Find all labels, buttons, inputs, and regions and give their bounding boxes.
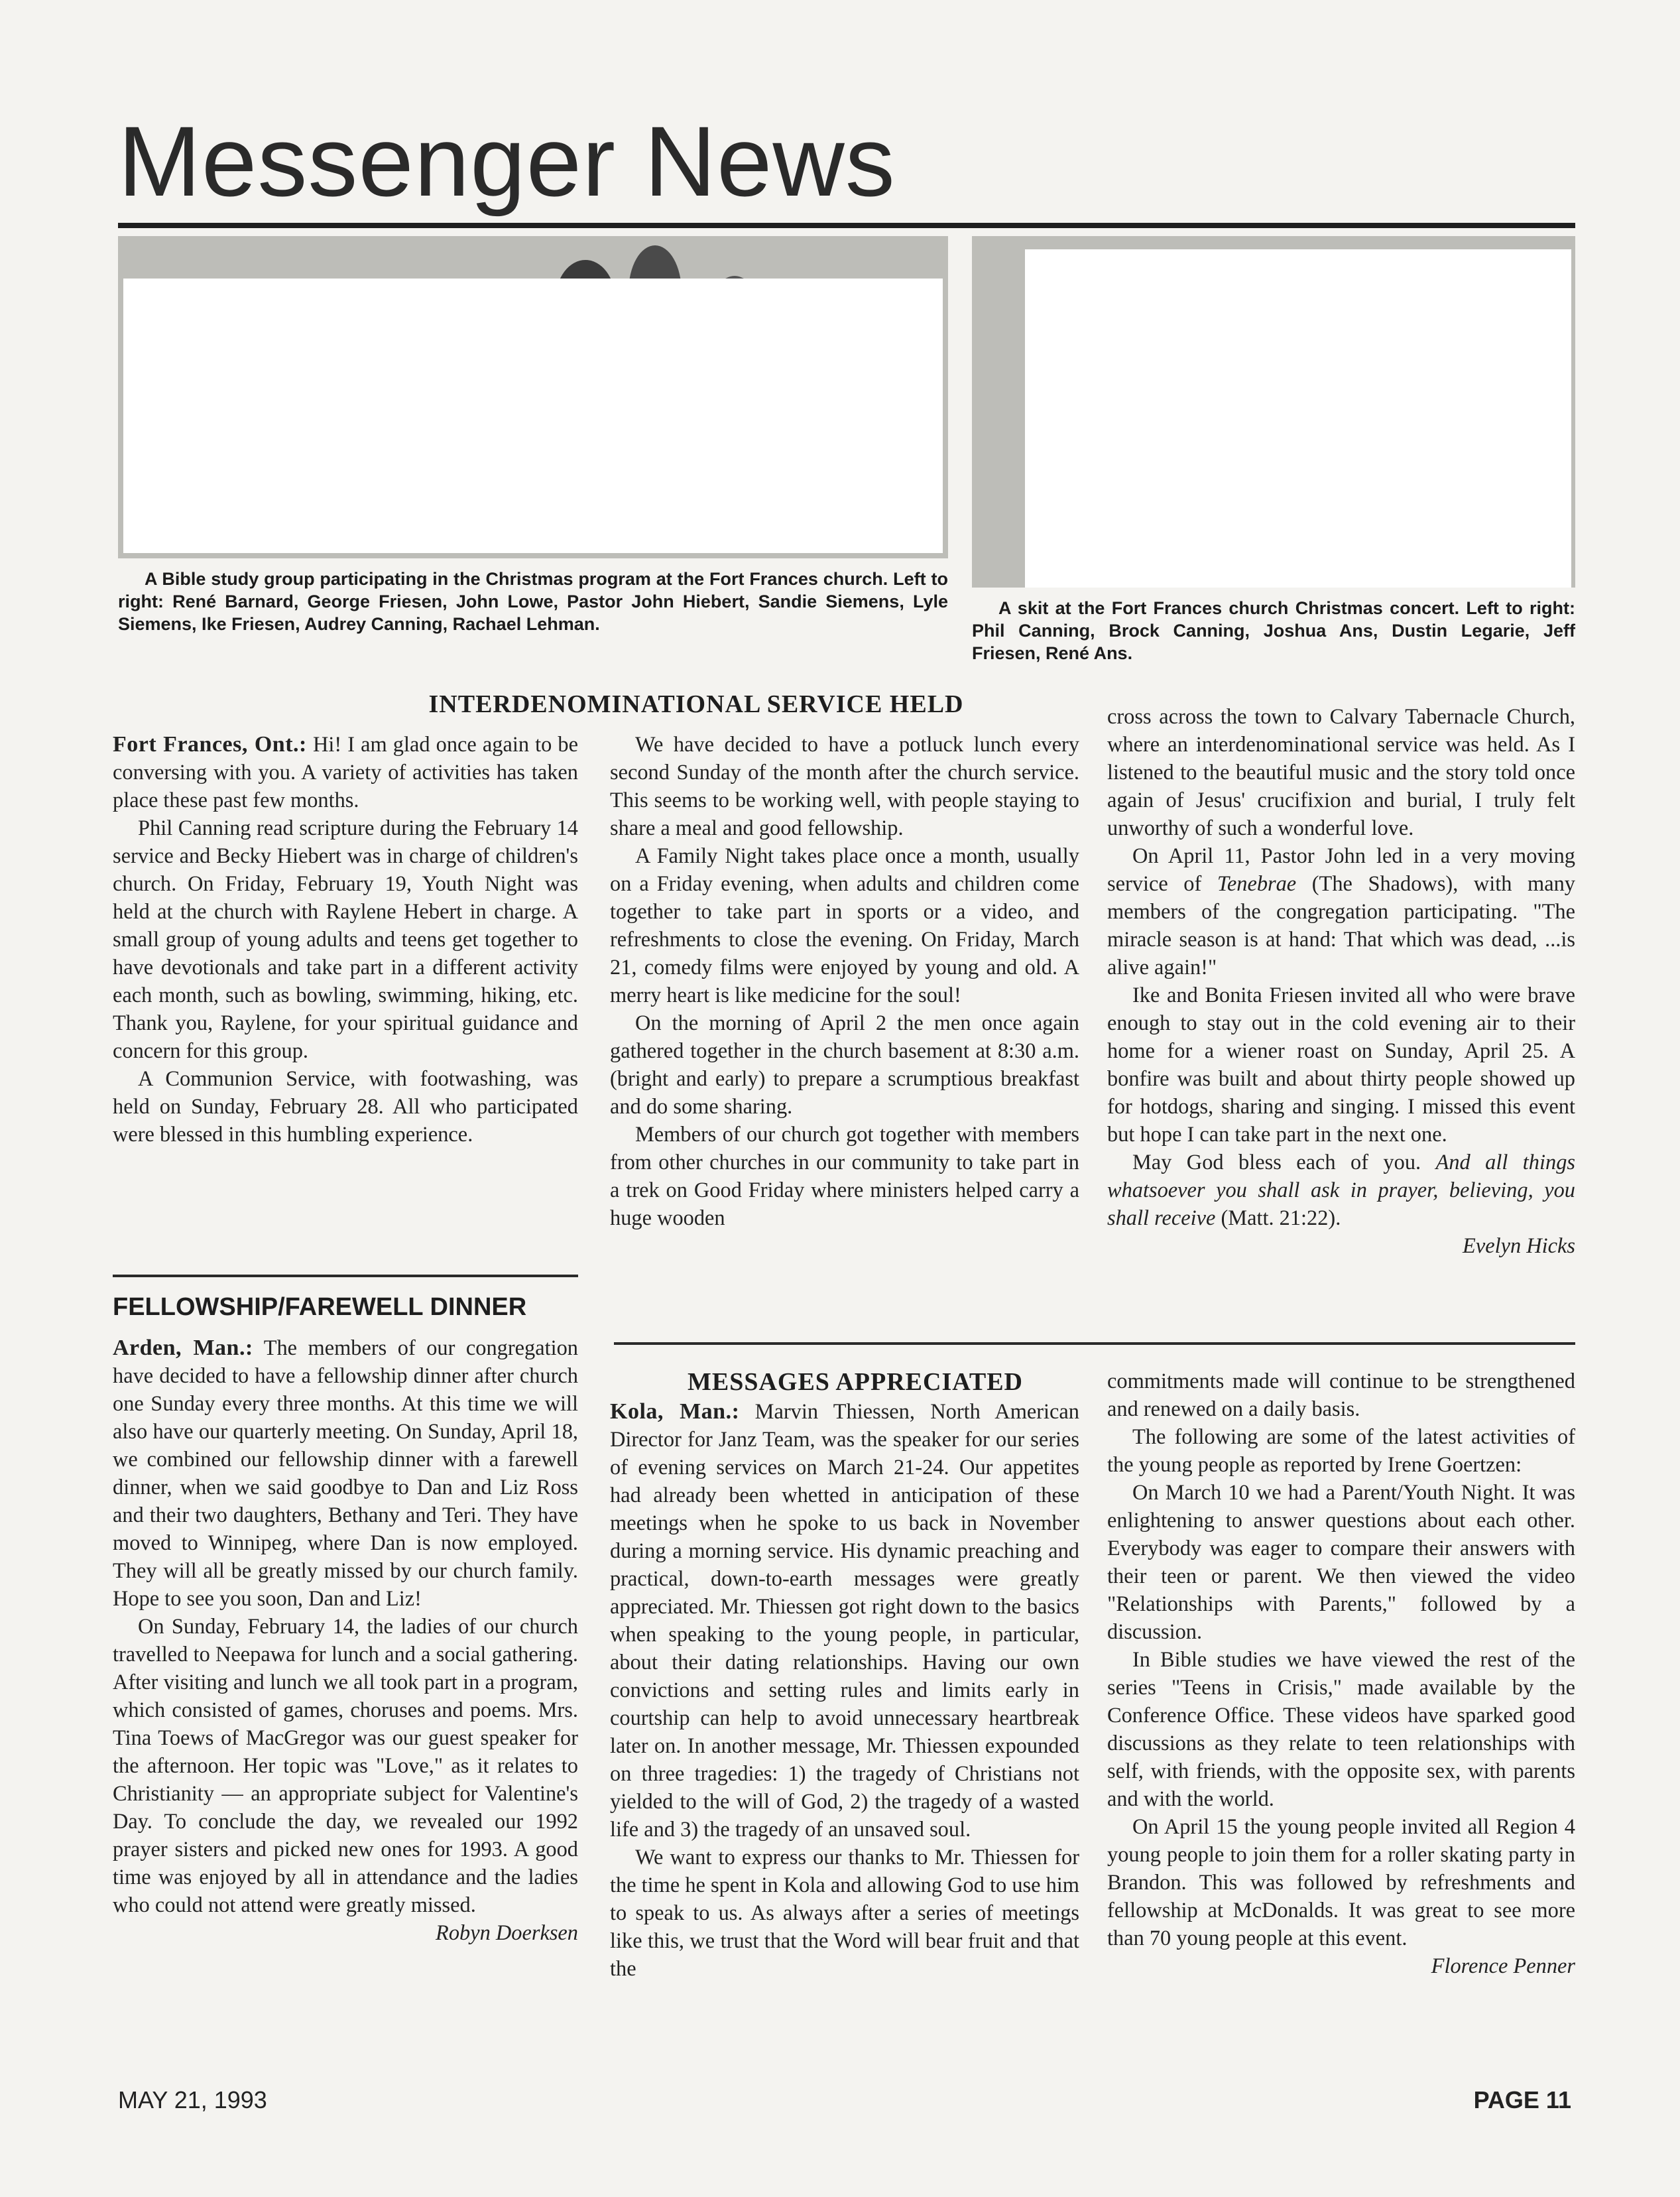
article3-paragraph: commitments made will continue to be strengthened and renewed on a daily basis. bbox=[1107, 1369, 1575, 1421]
article1-paragraph: Ike and Bonita Friesen invited all who were brave enough to stay out in the cold evening air to their home for a wiener roast on Sunday, April 25. A bonfire was built and about thirty people showed up for hotdogs, sharing and singing. I missed this event but hope I can take part in the next one. bbox=[1107, 983, 1575, 1147]
article1-paragraph: On the morning of April 2 the men once again gathered together in the church basement at 8:30 a.m. (bright and early) to prepare a scrumptious breakfast and do some sharing. bbox=[610, 1011, 1079, 1119]
article1-paragraph: A Family Night takes place once a month, usually on a Friday evening, when adults and children come together to take part in sports or a video, and refreshments to close the evening. On Friday, March 21, comedy films were enjoyed by young and old. A merry heart is like medicine for the soul! bbox=[610, 844, 1079, 1007]
section-divider bbox=[113, 1275, 578, 1277]
article1-paragraph: A Communion Service, with footwashing, was held on Sunday, February 28. All who participated were blessed in this humbling experience. bbox=[113, 1067, 578, 1147]
section-divider bbox=[614, 1342, 1575, 1345]
article-headline-interdenominational: INTERDENOMINATIONAL SERVICE HELD bbox=[428, 690, 964, 718]
article1-paragraph: On April 11, Pastor John led in a very moving service of Tenebrae (The Shadows), with many members of the congregation participating. "The miracle season is at hand: That which was dead, ...is alive again!" bbox=[1107, 844, 1575, 979]
article1-paragraph: Members of our church got together with members from other churches in our community to take part in a trek on Good Friday where ministers helped carry a huge wooden bbox=[610, 1123, 1079, 1230]
article2-paragraph: On Sunday, February 14, the ladies of our church travelled to Neepawa for lunch and a social gathering. After visiting and lunch we all took part in a program, which consisted of games, choruses and poems. Mrs. Tina Toews of MacGregor was our guest speaker for the afternoon. Her topic was "Love," as it relates to Christianity — an appropriate subject for Valentine's Day. To conclude the day, we revealed our 1992 prayer sisters and picked new ones for 1993. A good time was enjoyed by all in attendance and the ladies who could not attend were greatly missed. bbox=[113, 1615, 578, 1917]
photo-redaction bbox=[123, 279, 943, 553]
bible-study-photo bbox=[118, 236, 948, 558]
article3-signature: Florence Penner bbox=[1431, 1954, 1575, 1978]
article3-paragraph: Kola, Man.: Marvin Thiessen, North American Director for Janz Team, was the speaker for our series of evening services on March 21-24. Our appetites had already been whetted in anticipation of these meetings when he spoke to us back in November during a morning service. His dynamic preaching and practical, down-to-earth messages were greatly appreciated. Mr. Thiessen got right down to the basics when speaking to the young people, in particular, about their dating relationships. Having our own convictions and setting rules and limits early in courtship can help to avoid unnecessary heartbreak later on. In another message, Mr. Thiessen expounded on three tragedies: 1) the tragedy of Christians not yielded to the will of God, 2) the tragedy of a wasted life and 3) the tragedy of an unsaved soul. bbox=[610, 1399, 1080, 1842]
article3-paragraph: In Bible studies we have viewed the rest of the series "Teens in Crisis," made available by the Conference Office. These videos have sparked good discussions as they relate to teen relationships with self, with friends, with the opposite sex, with parents and with the world. bbox=[1107, 1648, 1575, 1811]
article2-paragraph: Arden, Man.: The members of our congregation have decided to have a fellowship dinner after church one Sunday every three months. At this time we will also have our quarterly meeting. On Sunday, April 18, we combined our fellowship dinner with a farewell dinner, when we said goodbye to Dan and Liz Ross and their two daughters, Bethany and Teri. They have moved to Winnipeg, where Dan is now employed. They will all be greatly missed by our church family. Hope to see you soon, Dan and Liz! bbox=[113, 1336, 578, 1611]
masthead-rule bbox=[118, 223, 1575, 228]
article1-column-1 bbox=[113, 731, 578, 1149]
article3-paragraph: On April 15 the young people invited all Region 4 young people to join them for a roller skating party in Brandon. This was followed by refreshments and fellowship at McDonalds. It was great to see more than 70 young people at this event. bbox=[1107, 1815, 1575, 1950]
article3-paragraph: We want to express our thanks to Mr. Thiessen for the time he spent in Kola and allowing God to use him to speak to us. As always after a series of meetings like this, we trust that the Word will bear fruit and that the bbox=[610, 1846, 1079, 1981]
article3-column-1 bbox=[610, 1398, 1079, 1983]
article-headline-messages: MESSAGES APPRECIATED bbox=[687, 1368, 1023, 1396]
article1-paragraph: cross across the town to Calvary Tabernacle Church, where an interdenominational service was held. As I listened to the beautiful music and the story told once again of Jesus' crucifixion and burial, I truly felt unworthy of such a wonderful love. bbox=[1107, 705, 1575, 840]
article1-paragraph: We have decided to have a potluck lunch every second Sunday of the month after the church service. This seems to be working well, with people staying to share a meal and good fellowship. bbox=[610, 733, 1079, 840]
article2-column bbox=[113, 1334, 578, 1947]
bible-study-caption: A Bible study group participating in the Christmas program at the Fort Frances church. Left to right: René Barnard, George Friesen, John Lowe, Pastor John Hiebert, Sandie Siemens, Lyle Siemens, Ike Friesen, Audrey Canning, Rachael Lehman. bbox=[118, 569, 948, 634]
article1-signature: Evelyn Hicks bbox=[1463, 1234, 1575, 1258]
article1-column-2 bbox=[610, 731, 1079, 1232]
article1-paragraph: May God bless each of you. And all things whatsoever you shall ask in prayer, believing, you shall receive (Matt. 21:22). bbox=[1107, 1151, 1575, 1230]
page-number: PAGE 11 bbox=[1473, 2086, 1571, 2113]
article-headline-fellowship: FELLOWSHIP/FAREWELL DINNER bbox=[113, 1293, 527, 1321]
article1-column-3 bbox=[1107, 703, 1575, 1260]
skit-photo bbox=[972, 236, 1575, 588]
article3-paragraph: The following are some of the latest activities of the young people as reported by Irene Goertzen: bbox=[1107, 1425, 1575, 1477]
article3-column-2 bbox=[1107, 1367, 1575, 1980]
article2-signature: Robyn Doerksen bbox=[436, 1921, 578, 1945]
dateline: Arden, Man.: bbox=[113, 1336, 253, 1360]
article1-paragraph: Phil Canning read scripture during the February 14 service and Becky Hiebert was in charge of children's church. On Friday, February 19, Youth Night was held at the church with Raylene Hebert in charge. A small group of young adults and teens get together to have devotionals and take part in a different activity each month, such as bowling, swimming, hiking, etc. Thank you, Raylene, for your spiritual guidance and concern for this group. bbox=[113, 816, 578, 1063]
skit-caption: A skit at the Fort Frances church Christmas concert. Left to right: Phil Canning, Brock Canning, Joshua Ans, Dustin Legarie, Jeff Friesen, René Ans. bbox=[972, 598, 1575, 663]
masthead-title: Messenger News bbox=[118, 105, 896, 217]
article3-paragraph: On March 10 we had a Parent/Youth Night. It was enlightening to answer questions about each other. Everybody was eager to compare their answers with their teen or parent. We then viewed the video "Relationships with Parents," followed by a discussion. bbox=[1107, 1481, 1575, 1644]
dateline: Fort Frances, Ont.: bbox=[113, 732, 307, 757]
issue-date: MAY 21, 1993 bbox=[118, 2086, 267, 2113]
photo-redaction bbox=[1025, 249, 1571, 588]
dateline: Kola, Man.: bbox=[610, 1399, 740, 1424]
article1-paragraph: Fort Frances, Ont.: Hi! I am glad once again to be conversing with you. A variety of activities has taken place these past few months. bbox=[113, 732, 578, 812]
